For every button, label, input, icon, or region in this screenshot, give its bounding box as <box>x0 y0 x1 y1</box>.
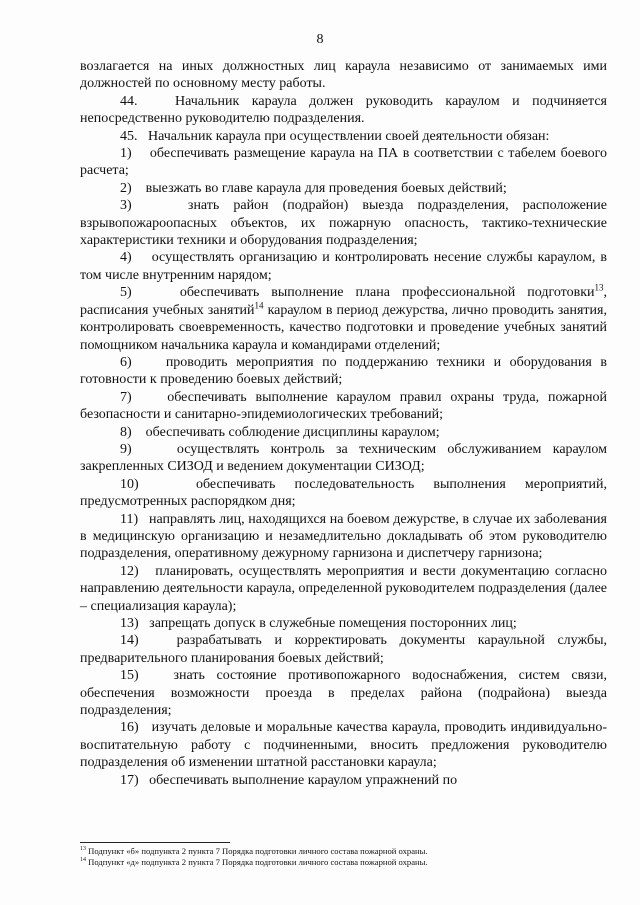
footnote-ref: 14 <box>254 300 264 311</box>
footnote-divider <box>80 842 230 843</box>
footnotes <box>80 846 607 868</box>
list-item-text: караулом в период дежурства, лично проводить занятия, контролировать своевременность, качество подготовки и проведение учебных занятий помощником начальника караула и командирами отделений; <box>80 302 607 353</box>
footnote-number: 13 <box>80 846 86 853</box>
footnote <box>80 846 607 857</box>
list-item-text: 5) обеспечивать выполнение плана профессиональной подготовки <box>120 285 595 301</box>
list-item: 7) обеспечивать выполнение караулом правил охраны труда, пожарной безопасности и санитарно-эпидемиологических требований; <box>80 389 607 423</box>
list-item: 17) обеспечивать выполнение караулом упражнений по <box>120 772 458 788</box>
footnote-number: 14 <box>80 857 86 864</box>
list-item: 6) проводить мероприятия по поддержанию техники и оборудования в готовности к проведению боевых действий; <box>80 354 607 388</box>
paragraph-45: 45. Начальник караула при осуществлении своей деятельности обязан: <box>120 128 550 144</box>
footnote-ref: 13 <box>594 282 604 293</box>
footnote <box>80 857 607 868</box>
list-item-text: , расписания учебных занятий <box>80 285 607 318</box>
list-item: 9) осуществлять контроль за техническим обслуживанием караулом закрепленных СИЗОД и ведением документации СИЗОД; <box>80 441 607 475</box>
page-number: 8 <box>316 32 324 47</box>
list-item: 15) знать состояние противопожарного водоснабжения, систем связи, обеспечения возможности проезда в пределах района (подрайона) выезда подразделения; <box>80 668 607 719</box>
paragraph-44: 44. Начальник караула должен руководить караулом и подчиняется непосредственно руководителю подразделения. <box>80 93 607 127</box>
list-item-with-footnotes <box>80 284 607 354</box>
list-item: 3) знать район (подрайон) выезда подразделения, расположение взрывопожароопасных объектов, их пожарную опасность, тактико-технические характеристики техники и оборудования подразделения; <box>80 198 607 249</box>
list-item: 4) осуществлять организацию и контролировать несение службы караулом, в том числе внутренним нарядом; <box>80 250 607 283</box>
list-item: 10) обеспечивать последовательность выполнения мероприятий, предусмотренных распорядком дня; <box>80 476 607 510</box>
footnote-text: Подпункт «д» подпункта 2 пункта 7 Порядка подготовки личного состава пожарной охраны. <box>86 857 428 867</box>
list-item: 8) обеспечивать соблюдение дисциплины караулом; <box>120 424 440 440</box>
list-item: 11) направлять лиц, находящихся на боевом дежурстве, в случае их заболевания в медицинскую организацию и незамедлительно докладывать об этом руководителю подразделения, оперативному дежурному гарнизона и диспетчеру гарнизона; <box>80 511 607 562</box>
list-item: 14) разрабатывать и корректировать документы караульной службы, предварительного планирования боевых действий; <box>80 633 607 666</box>
document-body <box>80 58 607 789</box>
list-item: 1) обеспечивать размещение караула на ПА в соответствии с табелем боевого расчета; <box>80 146 607 179</box>
list-item: 16) изучать деловые и моральные качества караула, проводить индивидуально-воспитательную работу с подчиненными, вносить предложения руководителю подразделения об изменении штатной расстановки караула; <box>80 720 607 771</box>
paragraph: возлагается на иных должностных лиц караула независимо от занимаемых ими должностей по основному месту работы. <box>80 59 607 92</box>
list-item: 2) выезжать во главе караула для проведения боевых действий; <box>120 180 507 196</box>
footnote-text: Подпункт «б» подпункта 2 пункта 7 Порядка подготовки личного состава пожарной охраны. <box>86 846 428 856</box>
list-item: 13) запрещать допуск в служебные помещения посторонних лиц; <box>120 616 517 631</box>
list-item: 12) планировать, осуществлять мероприятия и вести документацию согласно направлению деятельности караула, определенной руководителем подразделения (далее – специализация караула); <box>80 563 607 614</box>
